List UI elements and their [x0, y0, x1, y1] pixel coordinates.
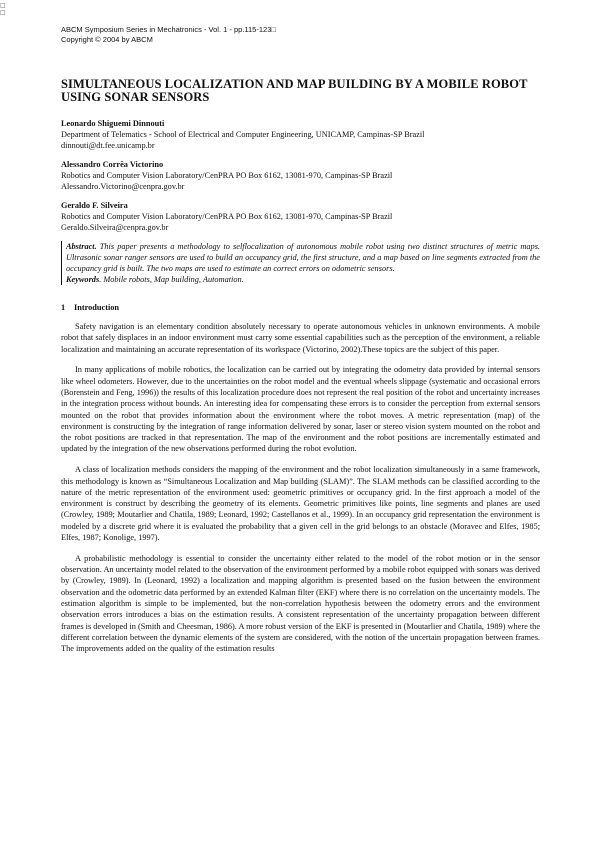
- author-block: [61, 200, 540, 233]
- series-line: ABCM Symposium Series in Mechatronics - Vol. 1 - pp.115-123□: [61, 25, 276, 34]
- body-paragraph: A probabilistic methodology is essential to consider the uncertainty either related to the model of the robot motion or in the sensor observation. An uncertainty model related to the observation of the environment performed by a mobile robot equipped with sonars was derived by (Crowley, 1989). In (Leonard, 1992) a localization and mapping algorithm is presented based on the fusion between the environment observation and the odometric data performed by an extended Kalman filter (EKF) where there is no correlation on the uncertainty models. The estimation algorithm is simple to be implemented, but the non-correlation hypothesis between the odometry errors and the environment observation errors introduces a bias on the estimation results. A consistent representation of the uncertainty propagation between different frames is developed in (Smith and Cheesman, 1986). A more robust version of the EKF is presented in (Moutarlier and Chatila, 1989) where the different correlation between the dynamic elements of the system are considered, with the notion of the uncertain propagation between frames. The improvements added on the quality of the estimation results: [61, 553, 540, 654]
- keywords-label: Keywords: [66, 275, 100, 284]
- author-affiliation: Robotics and Computer Vision Laboratory/CenPRA PO Box 6162, 13081-970, Campinas-SP Brazil: [61, 212, 393, 221]
- running-header: [61, 25, 276, 45]
- corner-mark: □: [0, 9, 6, 16]
- copyright-line: Copyright © 2004 by ABCM: [61, 35, 153, 44]
- author-email: Geraldo.Silveira@cenpra.gov.br: [61, 223, 169, 232]
- author-name: Geraldo F. Silveira: [61, 201, 128, 210]
- section-heading: [61, 303, 540, 312]
- author-affiliation: Robotics and Computer Vision Laboratory/CenPRA PO Box 6162, 13081-970, Campinas-SP Brazil: [61, 171, 393, 180]
- author-block: [61, 118, 540, 151]
- body-paragraph: A class of localization methods considers the mapping of the environment and the robot localization simultaneously in a same framework, this methodology is known as “Simultaneous Localization and Map building (SLAM)”. The SLAM methods can be classified according to the nature of the metric representation of the environment used: geometric primitives or occupancy grid. In the first approach a model of the environment is construct by describing the geometry of its elements. Geometric primitives like points, line segments and planes are used (Crowley, 1989; Moutarlier and Chatila, 1989; Leonard, 1992; Castellanos et al., 1999). In an occupancy grid representation the environment is modeled by a discrete grid where it is evaluated the probability that a given cell in the grid belongs to an obstacle (Moravec and Elfes, 1985; Elfes, 1987; Konolige, 1997).: [61, 465, 540, 543]
- abstract-text: This paper presents a methodology to selflocalization of autonomous mobile robot using two distinct structures of metric maps. Ultrasonic sonar ranger sensors are used to build an occupancy grid, the first structure, and a map based on line segments extracted from the occupancy grid is built. The two maps are used to estimate an correct errors on odometric sensors.: [66, 242, 540, 273]
- keywords-text: . Mobile robots, Map building, Automation.: [99, 275, 244, 284]
- abstract-label: Abstract.: [66, 242, 97, 251]
- body-paragraph: In many applications of mobile robotics, the localization can be carried out by integrating the odometry data provided by internal sensors like wheel odometers. However, due to the uncertainties on the robot model and the eventual wheels slippage (systematic and occasional errors (Borenstein and Feng, 1996)) the results of this localization procedure does not represent the real position of the robot and uncertainty increases in the integration process without bounds. An interesting idea for compensating these errors is to consider the perception from external sensors mounted on the robot that provides information about the environment where the robot moves. A metric representation (map) of the environment is constructing by the integration of range information delivered by sonar, laser or stereo vision system mounted on the robot and the robot positions are tracked in that representation. The map of the environment and the robot positions are incrementally estimated and updated by the integration of the new observations performed during the robot evolution.: [61, 365, 540, 454]
- section-number: 1: [61, 303, 66, 312]
- paper-body: [61, 78, 540, 664]
- corner-mark: □: [0, 2, 6, 9]
- author-name: Leonardo Shiguemi Dinnouti: [61, 119, 165, 128]
- paper-title: SIMULTANEOUS LOCALIZATION AND MAP BUILDING BY A MOBILE ROBOT USING SONAR SENSORS: [61, 77, 528, 104]
- corner-marks: [0, 2, 6, 16]
- abstract-block: [61, 241, 540, 285]
- author-affiliation: Department of Telematics - School of Electrical and Computer Engineering, UNICAMP, Campinas-SP Brazil: [61, 130, 425, 139]
- author-email: Alessandro.Victorino@cenpra.gov.br: [61, 182, 185, 191]
- section-title: Introduction: [74, 303, 120, 312]
- author-email: dinnouti@dt.fee.unicamp.br: [61, 141, 155, 150]
- body-paragraph: Safety navigation is an elementary condition absolutely necessary to operate autonomous vehicles in unknown environments. A mobile robot that safely displaces in an indoor environment must carry some essential capabilities such as the perception of the environment, a reliable localization and maintaining an accurate representation of its workspace (Victorino, 2002).These topics are the subject of this paper.: [61, 322, 540, 354]
- author-name: Alessandro Corrêa Victorino: [61, 160, 164, 169]
- author-block: [61, 159, 540, 192]
